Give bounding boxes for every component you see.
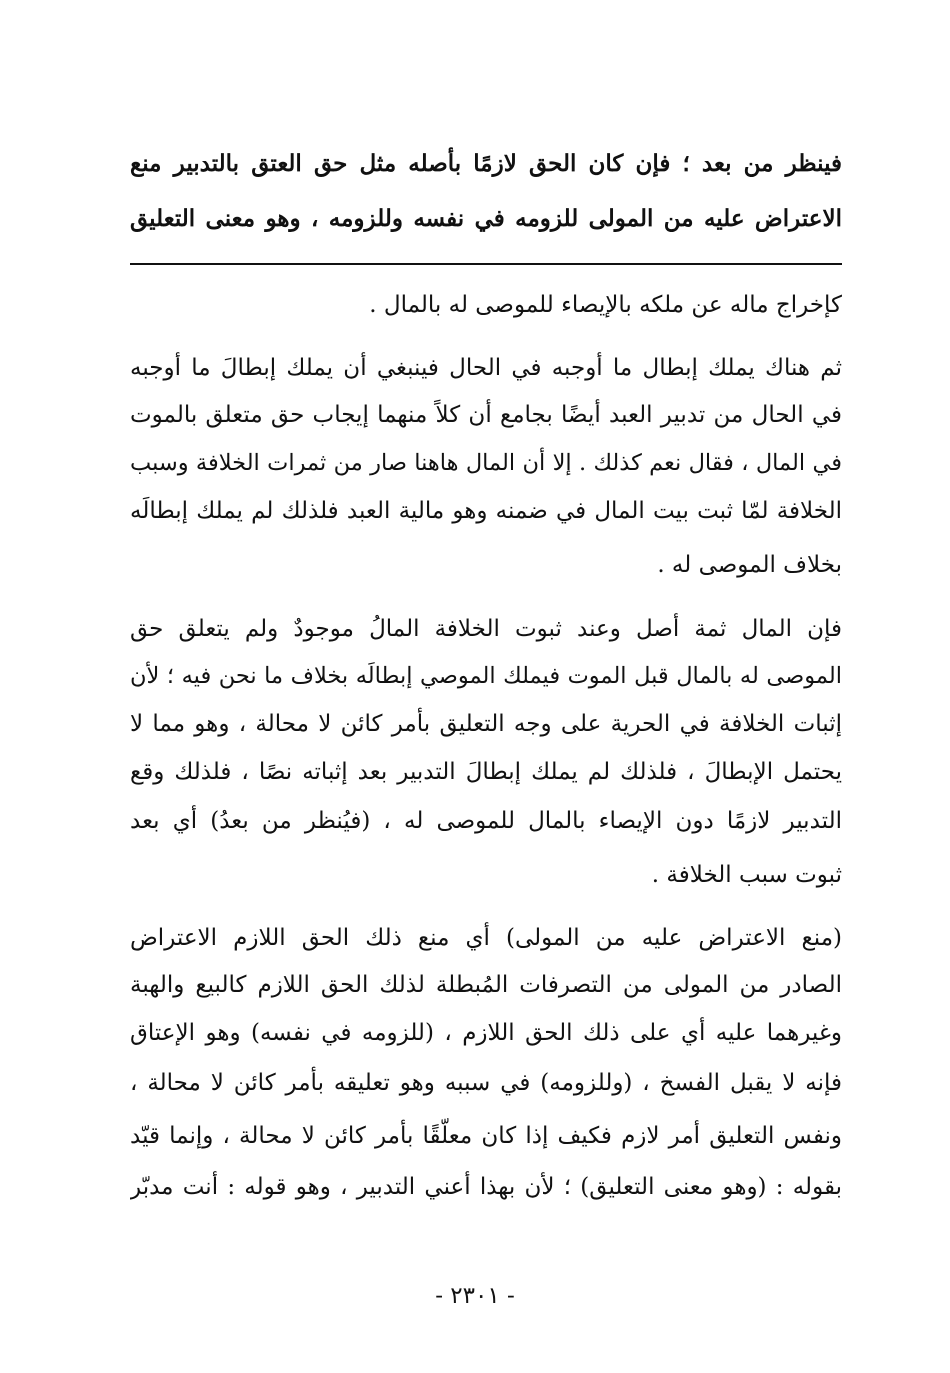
page-number: - ٢٣٠١ -: [435, 1283, 515, 1309]
page-body: [130, 0, 842, 1373]
sharh-line: في الحال من تدبير العبد أيضًا بجامع أن كلاً منهما إيجاب حق متعلق بالموت: [130, 402, 842, 428]
sharh-line: بخلاف الموصى له .: [657, 552, 842, 578]
sharh-line: التدبير لازمًا دون الإيصاء بالمال للموصى له ، (فيُنظر من بعدُ) أي بعد: [130, 808, 842, 834]
sharh-line: فإنه لا يقبل الفسخ ، (وللزومه) في سببه وهو تعليقه بأمر كائن لا محالة ،: [130, 1070, 842, 1096]
sharh-line: ثم هناك يملك إبطال ما أوجبه في الحال فينبغي أن يملك إبطالَ ما أوجبه: [130, 355, 842, 381]
sharh-line: في المال ، فقال نعم كذلك . إلا أن المال هاهنا صار من ثمرات الخلافة وسبب: [130, 450, 842, 476]
sharh-line: الخلافة لمّا ثبت بيت المال في ضمنه وهو مالية العبد فلذلك لم يملك إبطالَه: [130, 498, 842, 524]
sharh-line: كإخراج ماله عن ملكه بالإيصاء للموصى له بالمال .: [369, 292, 842, 318]
sharh-line: (منع الاعتراض عليه من المولى) أي منع ذلك الحق اللازم الاعتراض: [130, 925, 842, 951]
sharh-line: بقوله : (وهو معنى التعليق) ؛ لأن بهذا أعني التدبير ، وهو قوله : أنت مدبّر: [130, 1174, 842, 1200]
sharh-line: الموصى له بالمال قبل الموت فيملك الموصي إبطالَه بخلاف ما نحن فيه ؛ لأن: [130, 663, 842, 689]
sharh-line: إثبات الخلافة في الحرية على وجه التعليق بأمر كائن لا محالة ، وهو مما لا: [130, 711, 842, 737]
sharh-line: فإن المال ثمة أصل وعند ثبوت الخلافة المالُ موجودٌ ولم يتعلق حق: [130, 616, 842, 642]
matn-line: فينظر من بعد ؛ فإن كان الحق لازمًا بأصله مثل حق العتق بالتدبير منع: [130, 150, 842, 177]
sharh-line: وغيرهما عليه أي على ذلك الحق اللازم ، (للزومه في نفسه) وهو الإعتاق: [130, 1020, 842, 1046]
sharh-line: يحتمل الإبطالَ ، فلذلك لم يملك إبطالَ التدبير بعد إثباته نصًا ، فلذلك وقع: [130, 759, 842, 785]
matn-line: الاعتراض عليه من المولى للزومه في نفسه وللزومه ، وهو معنى التعليق: [130, 205, 842, 232]
sharh-line: ثبوت سبب الخلافة .: [651, 862, 842, 888]
sharh-line: الصادر من المولى من التصرفات المُبطلة لذلك الحق اللازم كالبيع والهبة: [130, 972, 842, 998]
sharh-line: ونفس التعليق أمر لازم فكيف إذا كان معلّقًا بأمر كائن لا محالة ، وإنما قيّد: [130, 1123, 842, 1149]
footnote-separator: [130, 263, 842, 265]
